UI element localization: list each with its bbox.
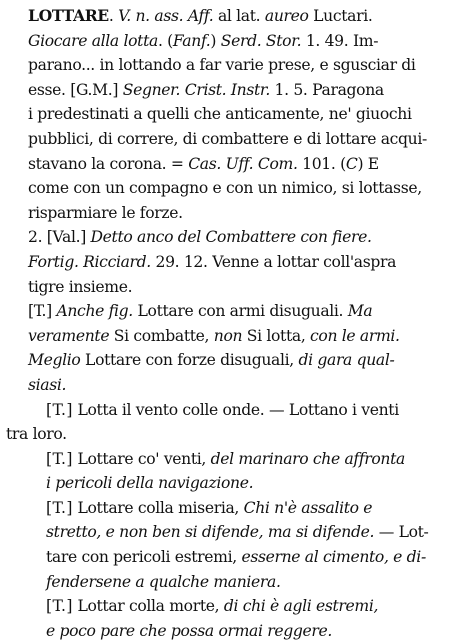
text-span-italic: C [345,154,358,173]
text-line: tigre insieme. [28,277,133,296]
editor-tag: [T.] [46,449,73,468]
source-ref: Fanf. [172,31,211,50]
editor-tag: [T.] [28,302,52,321]
text-span: Lottare con armi disuguali. [132,302,348,321]
text-line [6,152,459,177]
text-span: Lottar colla morte, [72,597,224,616]
text-line [6,324,459,349]
text-span-italic: i pericoli della navigazione. [46,474,254,493]
text-line [6,225,459,250]
sailor-sense-paragraph [6,447,459,496]
death-sense-paragraph [6,594,459,643]
text-span: 1. 5. Paragona [269,80,384,99]
citation-author: Cas. Uff. Com. [188,154,298,173]
text-span-italic: del marinaro che affronta [210,449,405,468]
text-span: 29. 12. Venne a lottar coll'aspra [150,252,397,271]
text-line [6,570,459,595]
text-span: ) E [357,154,379,173]
wind-sense-paragraph [6,398,459,447]
text-line: LOTTARE. V. n. ass. Aff. al lat. aureo Luctari. [28,6,373,25]
figurative-sense-paragraph [6,299,459,397]
text-line [6,471,459,496]
text-line [6,373,459,398]
text-span: Lottare co' venti, [72,449,211,468]
text-span: al lat. [213,7,265,25]
text-line: risparmiare le forze. [28,203,183,222]
text-span: — Lot- [374,523,429,542]
text-span-italic: esserne al cimento, e di- [241,548,426,567]
definition: Detto anco del Combattere con fiere. [90,228,372,247]
text-line [6,29,459,54]
text-span-italic: Ma [347,302,373,321]
text-span-italic: aureo [264,7,309,25]
text-span-italic: veramente [28,326,110,345]
text-span: 1. 49. Im- [301,31,379,50]
text-line [6,619,459,643]
text-span-italic: Chi n'è assalito e [243,498,373,517]
text-line [6,496,459,521]
text-span-italic: e poco pare che possa ormai reggere. [46,621,332,640]
citation-author: Serd. Stor. [220,31,302,50]
text-span: esse. [G.M.] [28,80,123,99]
text-span-italic: Meglio [28,351,81,370]
entry-main-paragraph [6,4,459,225]
editor-tag: [T.] [46,498,73,517]
text-span: stavano la corona. = [28,154,189,173]
text-line: pubblici, di correre, di combattere e di lottare acqui- [28,129,427,148]
text-span: ) [210,31,221,50]
text-span: Si combatte, [109,326,214,345]
text-line [6,299,459,324]
text-line [6,78,459,103]
text-line [6,250,459,275]
text-span-italic: siasi. [28,375,67,394]
text-span: 2. [Val.] [28,228,91,247]
text-span: Lottare colla miseria, [72,498,244,517]
text-line [6,447,459,472]
text-span: Lottare con forze disuguali, [80,351,299,370]
text-span-italic: fendersene a qualche maniera. [46,572,281,591]
definition: Giocare alla lotta [28,31,158,50]
text-span: tare con pericoli estremi, [46,548,242,567]
text-line [6,398,459,423]
text-span-italic: di gara qual- [298,351,395,370]
text-span-italic: non [213,326,243,345]
editor-tag: [T.] [46,597,73,616]
text-span: Si lotta, [242,326,311,345]
text-span-italic: di chi è agli estremi, [223,597,379,616]
text-span: Luctari. [308,7,373,25]
text-span: . ( [157,31,173,50]
text-span: 101. ( [297,154,346,173]
text-span-italic: stretto, e non ben si difende, ma si difende. [46,523,375,542]
citation-author: Segner. Crist. Instr. [122,80,270,99]
misery-sense-paragraph [6,496,459,594]
text-line [6,348,459,373]
text-line: i predestinati a quelli che anticamente, ne' giuochi [28,105,412,124]
text-line [6,545,459,570]
citation-author: Fortig. Ricciard. [28,252,151,271]
text-line [6,520,459,545]
sense-2-paragraph [6,225,459,299]
text-line [6,594,459,619]
editor-tag: [T.] [46,400,73,419]
text-span: Lotta il vento colle onde. — Lottano i venti [72,400,399,419]
text-line: tra loro. [6,425,67,444]
text-line: parano... in lottando a far varie prese, e sgusciar di [28,56,416,75]
headword: LOTTARE [28,6,109,25]
text-span-italic: Anche fig. [51,302,133,321]
text-line: come con un compagno e con un nimico, si lottasse, [28,179,422,198]
grammar-abbrev: V. n. ass. Aff. [118,7,214,25]
text-span-italic: con le armi. [310,326,400,345]
